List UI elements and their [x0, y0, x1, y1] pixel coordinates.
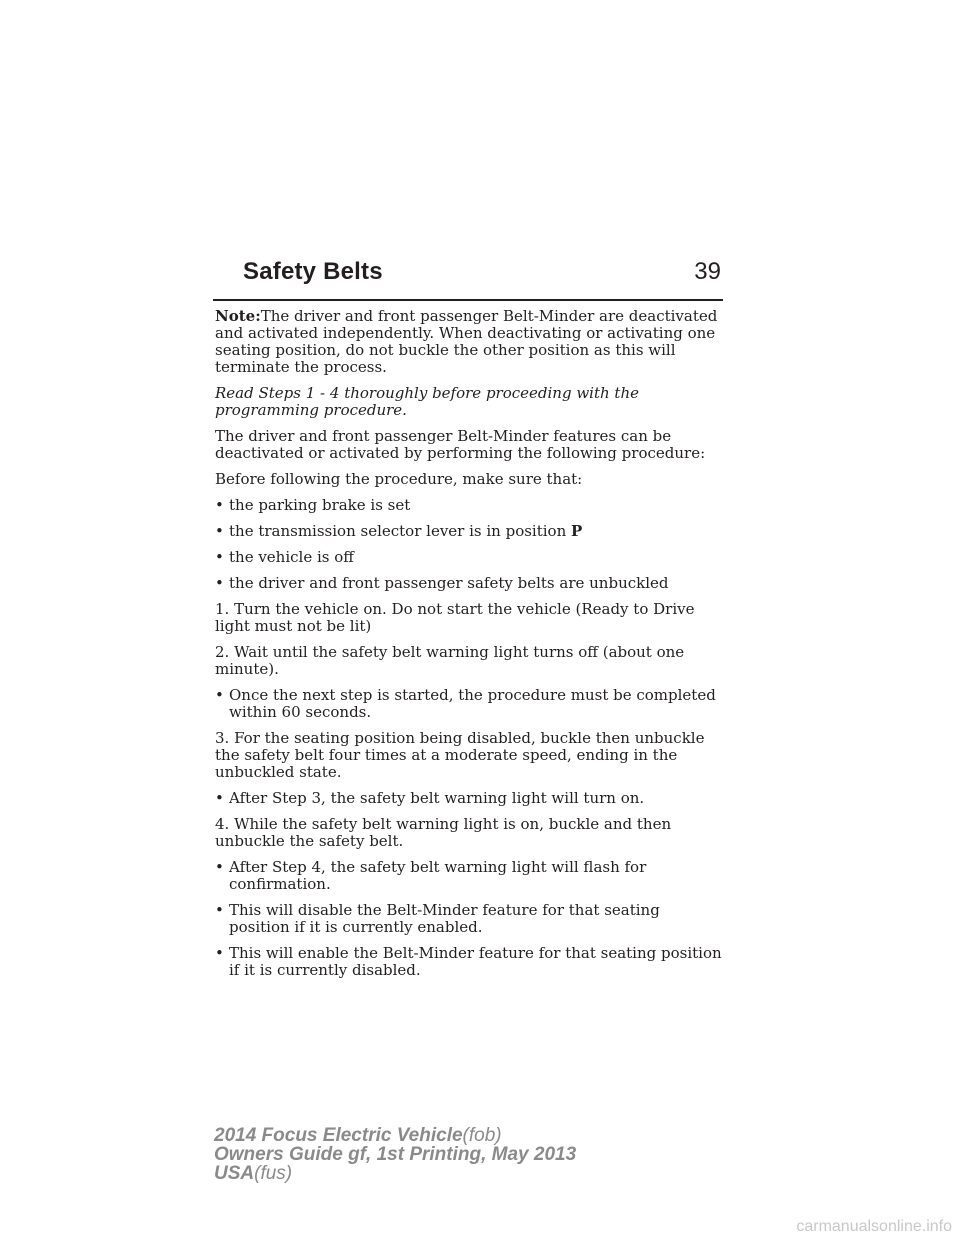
bullet-icon: • [215, 548, 224, 566]
list-item: • After Step 3, the safety belt warning light will turn on. [215, 789, 645, 807]
bullet-icon: • [215, 789, 224, 807]
list-item: • This will disable the Belt-Minder feature for that seating position if it is currently enabled. [215, 901, 660, 936]
header-rule [213, 299, 723, 301]
before-paragraph: Before following the procedure, make sure that: [215, 470, 583, 488]
bullet-icon: • [215, 686, 224, 704]
note-paragraph [215, 308, 725, 376]
bullet-icon: • [215, 858, 224, 876]
list-item: • the transmission selector lever is in position P [215, 522, 583, 540]
bullet-icon: • [215, 901, 224, 919]
list-item: • the driver and front passenger safety belts are unbuckled [215, 574, 669, 592]
watermark: carmanualsonline.info [796, 1218, 952, 1235]
note-label: Note: [215, 307, 261, 325]
section-title: Safety Belts [243, 258, 383, 285]
list-item: • the parking brake is set [215, 496, 411, 514]
step-2: 2. Wait until the safety belt warning light turns off (about one minute). [215, 643, 685, 678]
list-item: • the vehicle is off [215, 548, 354, 566]
footer-line-3: USA(fus) [214, 1163, 293, 1184]
bullet-icon: • [215, 944, 224, 962]
footer-line-1: 2014 Focus Electric Vehicle(fob) [214, 1125, 502, 1146]
position-p: P [571, 522, 583, 540]
page-header [213, 258, 723, 298]
page-content [215, 308, 725, 988]
note-text: The driver and front passenger Belt-Minder are deactivated and activated independently. When deactivating or activating one seating position, do not buckle the other position as this will terminate the process. [215, 307, 718, 376]
bullet-icon: • [215, 496, 224, 514]
page-number: 39 [694, 258, 721, 285]
page-footer [214, 1126, 734, 1183]
bullet-icon: • [215, 574, 224, 592]
step-3: 3. For the seating position being disabled, buckle then unbuckle the safety belt four times at a moderate speed, ending in the unbuckled state. [215, 729, 705, 781]
intro-paragraph: The driver and front passenger Belt-Minder features can be deactivated or activated by performing the following procedure: [215, 427, 706, 462]
step-1: 1. Turn the vehicle on. Do not start the vehicle (Ready to Drive light must not be lit) [215, 600, 695, 635]
list-item: • Once the next step is started, the procedure must be completed within 60 seconds. [215, 686, 716, 721]
step-4: 4. While the safety belt warning light is on, buckle and then unbuckle the safety belt. [215, 815, 672, 850]
read-steps-paragraph: Read Steps 1 - 4 thoroughly before proceeding with the programming procedure. [215, 384, 639, 419]
list-item: • This will enable the Belt-Minder feature for that seating position if it is currently disabled. [215, 944, 722, 979]
list-item: • After Step 4, the safety belt warning light will flash for confirmation. [215, 858, 647, 893]
footer-line-2: Owners Guide gf, 1st Printing, May 2013 [214, 1144, 577, 1165]
bullet-icon: • [215, 522, 224, 540]
